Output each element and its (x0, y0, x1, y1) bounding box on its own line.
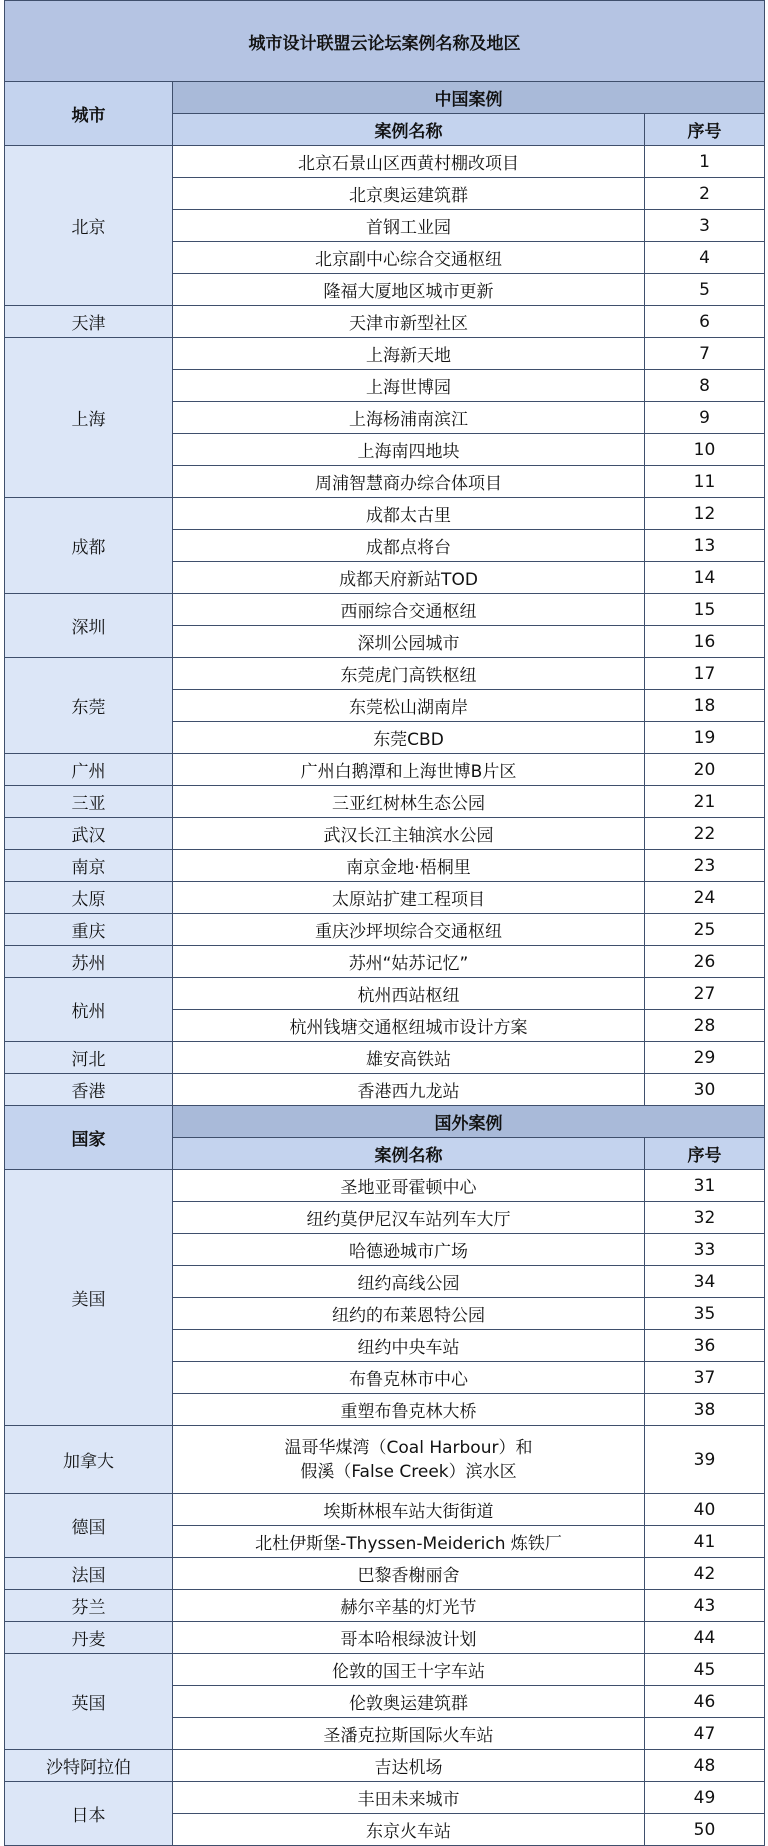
case-number-cell: 18 (645, 690, 765, 722)
case-name-cell: 香港西九龙站 (173, 1074, 645, 1106)
number-column-header: 序号 (645, 1138, 765, 1170)
case-name-cell: 上海新天地 (173, 338, 645, 370)
case-name-cell: 广州白鹅潭和上海世博B片区 (173, 754, 645, 786)
case-number-cell: 15 (645, 594, 765, 626)
table-row (5, 1622, 765, 1654)
table-row (5, 594, 765, 626)
case-number-cell: 17 (645, 658, 765, 690)
section-label: 国外案例 (173, 1106, 765, 1138)
case-name-cell: 南京金地·梧桐里 (173, 850, 645, 882)
case-name-cell: 北京石景山区西黄村棚改项目 (173, 146, 645, 178)
case-name-cell: 雄安高铁站 (173, 1042, 645, 1074)
case-number-cell: 6 (645, 306, 765, 338)
country-cell: 美国 (5, 1170, 173, 1426)
case-name-cell: 杭州钱塘交通枢纽城市设计方案 (173, 1010, 645, 1042)
table-row (5, 786, 765, 818)
table-row (5, 1170, 765, 1202)
table-row (5, 754, 765, 786)
case-name-cell: 重庆沙坪坝综合交通枢纽 (173, 914, 645, 946)
city-cell: 河北 (5, 1042, 173, 1074)
case-number-cell: 8 (645, 370, 765, 402)
case-name-cell: 首钢工业园 (173, 210, 645, 242)
table-row (5, 850, 765, 882)
case-number-cell: 19 (645, 722, 765, 754)
china-header-row (5, 82, 765, 114)
case-name-cell: 圣潘克拉斯国际火车站 (173, 1718, 645, 1750)
case-name-cell: 太原站扩建工程项目 (173, 882, 645, 914)
table-row (5, 978, 765, 1010)
table-row (5, 658, 765, 690)
case-name-cell: 纽约中央车站 (173, 1330, 645, 1362)
country-cell: 英国 (5, 1654, 173, 1750)
table-row (5, 498, 765, 530)
case-name-cell: 巴黎香榭丽舍 (173, 1558, 645, 1590)
table-row (5, 1426, 765, 1494)
table-row (5, 1590, 765, 1622)
case-number-cell: 46 (645, 1686, 765, 1718)
case-number-cell: 42 (645, 1558, 765, 1590)
case-number-cell: 39 (645, 1426, 765, 1494)
case-number-cell: 47 (645, 1718, 765, 1750)
country-cell: 沙特阿拉伯 (5, 1750, 173, 1782)
case-name-line-1: 温哥华煤湾（Coal Harbour）和 (284, 1437, 533, 1458)
case-name-cell: 成都天府新站TOD (173, 562, 645, 594)
city-column-header: 城市 (5, 82, 173, 146)
case-name-cell: 隆福大厦地区城市更新 (173, 274, 645, 306)
country-cell: 加拿大 (5, 1426, 173, 1494)
city-cell: 重庆 (5, 914, 173, 946)
case-number-cell: 14 (645, 562, 765, 594)
section-label: 中国案例 (173, 82, 765, 114)
case-name-cell: 杭州西站枢纽 (173, 978, 645, 1010)
case-name-cell: 周浦智慧商办综合体项目 (173, 466, 645, 498)
case-number-cell: 45 (645, 1654, 765, 1686)
case-number-cell: 9 (645, 402, 765, 434)
case-number-cell: 5 (645, 274, 765, 306)
case-number-cell: 28 (645, 1010, 765, 1042)
table-row (5, 818, 765, 850)
case-number-cell: 24 (645, 882, 765, 914)
case-table (4, 0, 765, 1846)
country-cell: 法国 (5, 1558, 173, 1590)
case-number-cell: 26 (645, 946, 765, 978)
case-name-cell: 武汉长江主轴滨水公园 (173, 818, 645, 850)
case-name-cell: 北京副中心综合交通枢纽 (173, 242, 645, 274)
country-cell: 芬兰 (5, 1590, 173, 1622)
table-row (5, 1558, 765, 1590)
city-cell: 深圳 (5, 594, 173, 658)
table-row (5, 1782, 765, 1814)
case-number-cell: 50 (645, 1814, 765, 1846)
number-column-header: 序号 (645, 114, 765, 146)
case-name-cell: 纽约高线公园 (173, 1266, 645, 1298)
country-cell: 日本 (5, 1782, 173, 1846)
city-cell: 太原 (5, 882, 173, 914)
case-name-cell: 伦敦的国王十字车站 (173, 1654, 645, 1686)
table-row (5, 338, 765, 370)
case-name-cell: 苏州“姑苏记忆” (173, 946, 645, 978)
case-number-cell: 40 (645, 1494, 765, 1526)
case-number-cell: 35 (645, 1298, 765, 1330)
table-row (5, 914, 765, 946)
case-name-cell: 北杜伊斯堡-Thyssen-Meiderich 炼铁厂 (173, 1526, 645, 1558)
case-number-cell: 33 (645, 1234, 765, 1266)
case-number-cell: 2 (645, 178, 765, 210)
case-name-cell: 纽约的布莱恩特公园 (173, 1298, 645, 1330)
case-number-cell: 11 (645, 466, 765, 498)
table-row (5, 1750, 765, 1782)
case-number-cell: 29 (645, 1042, 765, 1074)
case-number-cell: 31 (645, 1170, 765, 1202)
table-row (5, 1654, 765, 1686)
case-name-cell: 东莞松山湖南岸 (173, 690, 645, 722)
case-name-cell: 北京奥运建筑群 (173, 178, 645, 210)
case-name-cell: 哥本哈根绿波计划 (173, 1622, 645, 1654)
case-number-cell: 22 (645, 818, 765, 850)
case-number-cell: 37 (645, 1362, 765, 1394)
case-number-cell: 30 (645, 1074, 765, 1106)
case-number-cell: 7 (645, 338, 765, 370)
country-cell: 德国 (5, 1494, 173, 1558)
page-title: 城市设计联盟云论坛案例名称及地区 (5, 1, 765, 82)
case-name-cell: 上海南四地块 (173, 434, 645, 466)
city-cell: 苏州 (5, 946, 173, 978)
case-name-cell: 东莞虎门高铁枢纽 (173, 658, 645, 690)
case-number-cell: 43 (645, 1590, 765, 1622)
country-cell: 丹麦 (5, 1622, 173, 1654)
table-row (5, 146, 765, 178)
table-row (5, 882, 765, 914)
case-number-cell: 10 (645, 434, 765, 466)
case-name-column-header: 案例名称 (173, 114, 645, 146)
case-name-cell: 三亚红树林生态公园 (173, 786, 645, 818)
country-column-header: 国家 (5, 1106, 173, 1170)
case-number-cell: 25 (645, 914, 765, 946)
case-number-cell: 4 (645, 242, 765, 274)
table-row (5, 946, 765, 978)
case-number-cell: 38 (645, 1394, 765, 1426)
case-number-cell: 49 (645, 1782, 765, 1814)
city-cell: 北京 (5, 146, 173, 306)
case-name-cell: 哈德逊城市广场 (173, 1234, 645, 1266)
city-cell: 南京 (5, 850, 173, 882)
case-name-cell: 东京火车站 (173, 1814, 645, 1846)
case-number-cell: 48 (645, 1750, 765, 1782)
city-cell: 香港 (5, 1074, 173, 1106)
case-name-cell: 伦敦奥运建筑群 (173, 1686, 645, 1718)
city-cell: 东莞 (5, 658, 173, 754)
case-number-cell: 34 (645, 1266, 765, 1298)
case-number-cell: 44 (645, 1622, 765, 1654)
case-name-cell: 布鲁克林市中心 (173, 1362, 645, 1394)
case-name-cell: 成都太古里 (173, 498, 645, 530)
city-cell: 上海 (5, 338, 173, 498)
case-name-cell: 赫尔辛基的灯光节 (173, 1590, 645, 1622)
case-name-cell: 圣地亚哥霍顿中心 (173, 1170, 645, 1202)
case-number-cell: 21 (645, 786, 765, 818)
case-name-cell: 埃斯林根车站大街街道 (173, 1494, 645, 1526)
case-number-cell: 3 (645, 210, 765, 242)
case-name-cell: 天津市新型社区 (173, 306, 645, 338)
case-number-cell: 36 (645, 1330, 765, 1362)
case-number-cell: 16 (645, 626, 765, 658)
city-cell: 天津 (5, 306, 173, 338)
case-name-cell: 纽约莫伊尼汉车站列车大厅 (173, 1202, 645, 1234)
table-row (5, 1042, 765, 1074)
case-name-cell: 东莞CBD (173, 722, 645, 754)
city-cell: 广州 (5, 754, 173, 786)
case-name-cell: 西丽综合交通枢纽 (173, 594, 645, 626)
city-cell: 杭州 (5, 978, 173, 1042)
case-name-cell: 丰田未来城市 (173, 1782, 645, 1814)
table-row (5, 1494, 765, 1526)
city-cell: 武汉 (5, 818, 173, 850)
case-number-cell: 12 (645, 498, 765, 530)
case-name-cell (173, 1426, 645, 1494)
city-cell: 三亚 (5, 786, 173, 818)
case-name-cell: 上海杨浦南滨江 (173, 402, 645, 434)
case-number-cell: 32 (645, 1202, 765, 1234)
case-name-cell: 深圳公园城市 (173, 626, 645, 658)
case-number-cell: 13 (645, 530, 765, 562)
case-number-cell: 20 (645, 754, 765, 786)
table-row (5, 306, 765, 338)
case-number-cell: 1 (645, 146, 765, 178)
case-number-cell: 41 (645, 1526, 765, 1558)
foreign-header-row (5, 1106, 765, 1138)
city-cell: 成都 (5, 498, 173, 594)
case-name-cell: 成都点将台 (173, 530, 645, 562)
case-name-cell: 上海世博园 (173, 370, 645, 402)
case-name-cell: 重塑布鲁克林大桥 (173, 1394, 645, 1426)
case-number-cell: 23 (645, 850, 765, 882)
case-name-cell: 吉达机场 (173, 1750, 645, 1782)
table-row (5, 1074, 765, 1106)
case-number-cell: 27 (645, 978, 765, 1010)
case-name-line-2: 假溪（False Creek）滨水区 (300, 1461, 517, 1482)
case-name-column-header: 案例名称 (173, 1138, 645, 1170)
